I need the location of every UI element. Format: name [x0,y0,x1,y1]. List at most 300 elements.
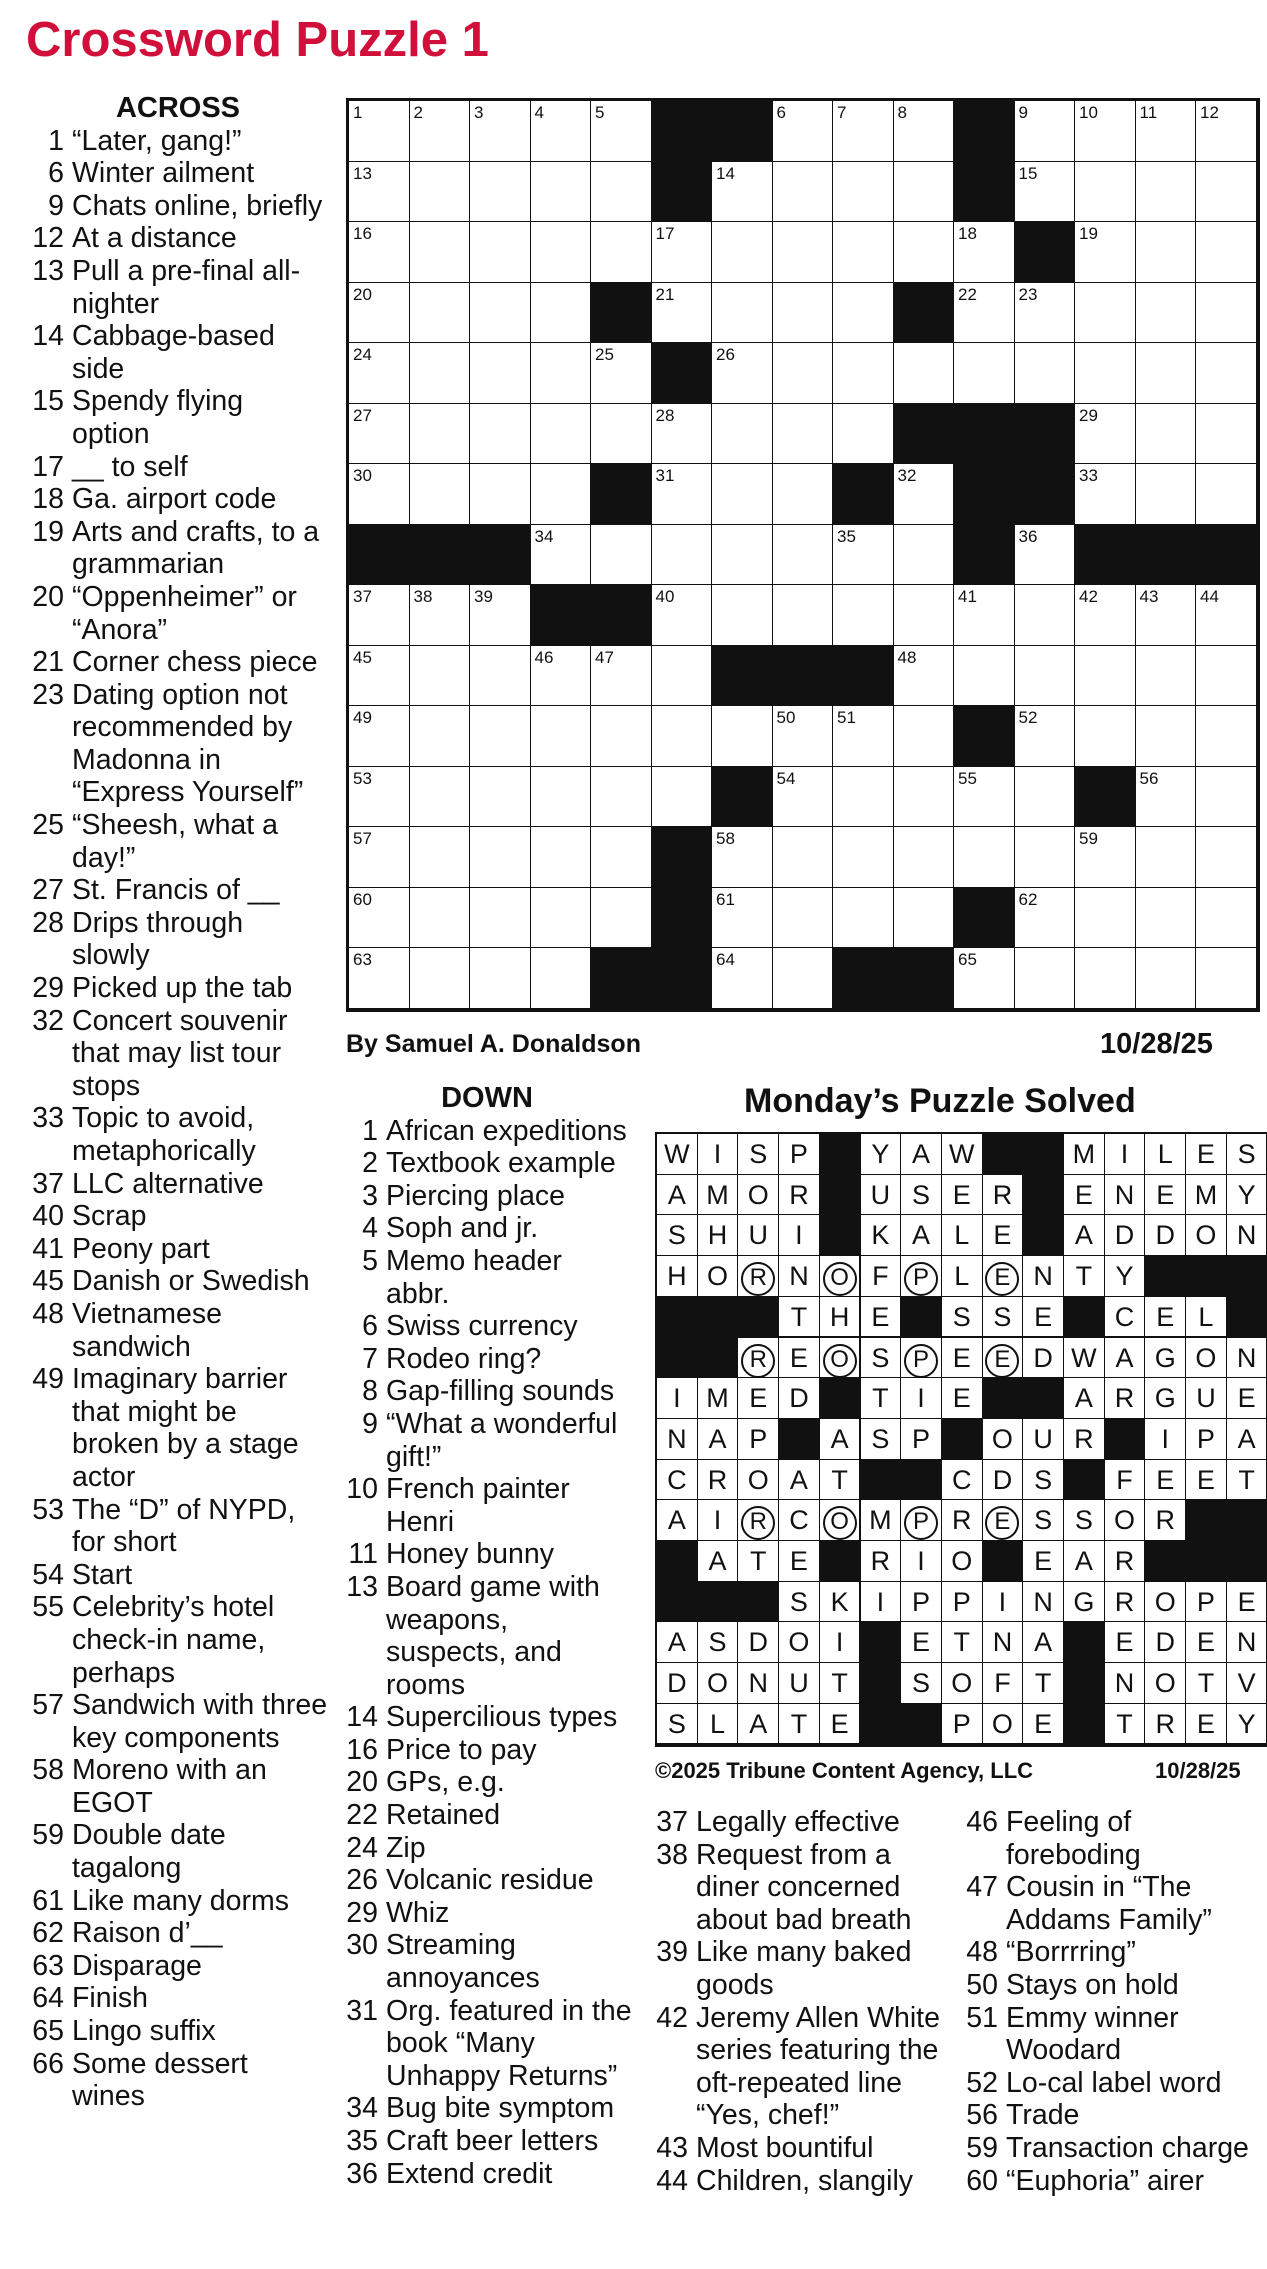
grid-cell[interactable] [591,646,652,707]
solution-letter: L [1157,1139,1173,1169]
solution-block [1023,1378,1064,1419]
grid-cell[interactable] [410,222,471,283]
grid-cell[interactable] [470,162,531,223]
solution-letter: E [1156,1464,1175,1495]
grid-cell[interactable] [652,646,713,707]
solution-letter: N [789,1261,809,1292]
solution-letter: S [871,1342,890,1373]
solution-cell [1023,1419,1064,1460]
grid-cell[interactable] [1015,767,1076,828]
clue-number: 50 [966,1968,998,2001]
solution-block [1227,1500,1267,1541]
grid-cell[interactable] [410,646,471,707]
clue-text: Drips through slowly [72,906,244,972]
clue-number: 9 [362,1407,378,1440]
grid-cell[interactable] [773,827,834,888]
grid-cell[interactable] [410,888,471,949]
grid-cell[interactable] [470,706,531,767]
grid-cell[interactable] [1136,404,1197,465]
grid-cell[interactable] [773,706,834,767]
grid-cell[interactable] [591,827,652,888]
page-title: Crossword Puzzle 1 [26,13,489,67]
down-clue-31 [342,1995,632,2093]
grid-cell[interactable] [531,222,592,283]
grid-cell[interactable] [410,948,471,1009]
grid-cell[interactable] [531,404,592,465]
clue-number: 39 [656,1936,688,1969]
solution-cell [1023,1704,1064,1745]
grid-cell[interactable] [833,343,894,404]
grid-cell[interactable] [833,222,894,283]
grid-cell[interactable] [591,525,652,586]
crossword-grid[interactable] [346,98,1260,1012]
grid-cell[interactable] [470,646,531,707]
grid-cell[interactable] [1075,888,1136,949]
grid-cell[interactable] [1136,948,1197,1009]
grid-cell[interactable] [1196,827,1257,888]
grid-cell[interactable] [833,585,894,646]
grid-cell[interactable] [591,162,652,223]
grid-cell[interactable] [1136,464,1197,525]
grid-cell[interactable] [410,343,471,404]
grid-cell[interactable] [470,222,531,283]
across-clue-28 [28,907,328,972]
solution-letter: I [917,1383,925,1414]
solution-letter: C [789,1505,809,1536]
grid-cell[interactable] [591,706,652,767]
cell-number: 36 [1018,526,1038,546]
grid-cell[interactable] [712,222,773,283]
grid-cell[interactable] [773,162,834,223]
down-clue-16 [342,1734,632,1767]
grid-cell[interactable] [1196,222,1257,283]
grid-cell[interactable] [1075,464,1136,525]
grid-cell[interactable] [1015,525,1076,586]
solution-cell [901,1419,942,1460]
grid-cell[interactable] [349,827,410,888]
solution-letter: E [789,1342,808,1373]
solution-letter: N [1236,1342,1257,1373]
grid-cell[interactable] [652,283,713,344]
grid-cell[interactable] [1015,101,1076,162]
solution-block [861,1622,902,1663]
grid-cell[interactable] [712,585,773,646]
grid-cell[interactable] [833,706,894,767]
grid-cell[interactable] [470,948,531,1009]
clue-text: Zip [386,1831,426,1864]
solution-cell [983,1419,1024,1460]
clue-text: Dating option not recommended by Madonna in “Express Yourself” [72,678,304,809]
grid-cell[interactable] [833,767,894,828]
grid-cell[interactable] [712,162,773,223]
grid-cell[interactable] [773,948,834,1009]
grid-cell[interactable] [1136,706,1197,767]
grid-cell[interactable] [652,222,713,283]
cell-number: 44 [1200,587,1219,606]
grid-cell[interactable] [410,827,471,888]
grid-cell[interactable] [591,343,652,404]
grid-cell[interactable] [833,404,894,465]
grid-cell[interactable] [349,162,410,223]
grid-cell[interactable] [773,464,834,525]
grid-cell[interactable] [531,948,592,1009]
grid-cell[interactable] [712,283,773,344]
grid-cell[interactable] [894,767,955,828]
grid-cell[interactable] [712,948,773,1009]
grid-cell[interactable] [470,827,531,888]
solution-letter: A [667,1179,686,1210]
grid-cell[interactable] [1196,888,1257,949]
solution-cell [1186,1297,1227,1338]
grid-cell[interactable] [652,585,713,646]
grid-cell[interactable] [470,101,531,162]
down-clue-10 [342,1473,632,1538]
grid-cell[interactable] [894,706,955,767]
solution-cell [942,1338,983,1379]
solution-cell [861,1338,902,1379]
grid-cell[interactable] [410,767,471,828]
grid-cell[interactable] [1196,101,1257,162]
solution-cell [942,1134,983,1175]
grid-cell[interactable] [349,101,410,162]
grid-cell[interactable] [773,767,834,828]
grid-cell[interactable] [470,585,531,646]
grid-cell[interactable] [652,464,713,525]
solution-letter: A [912,1220,931,1251]
grid-cell[interactable] [773,585,834,646]
grid-cell[interactable] [591,404,652,465]
grid-cell[interactable] [712,464,773,525]
grid-cell[interactable] [954,827,1015,888]
cell-number: 11 [1139,103,1158,122]
solution-letter: T [749,1546,767,1576]
grid-cell[interactable] [1015,646,1076,707]
solution-block [1105,1419,1146,1460]
grid-cell[interactable] [1136,888,1197,949]
cell-number: 58 [716,829,735,848]
grid-cell[interactable] [894,888,955,949]
grid-cell[interactable] [954,283,1015,344]
grid-cell[interactable] [1196,767,1257,828]
grid-cell[interactable] [1136,283,1197,344]
grid-cell[interactable] [894,827,955,888]
grid-cell[interactable] [1075,646,1136,707]
grid-block [833,646,894,707]
grid-cell[interactable] [1075,827,1136,888]
grid-cell[interactable] [531,101,592,162]
solution-cell [820,1622,861,1663]
grid-cell[interactable] [1015,706,1076,767]
grid-cell[interactable] [470,888,531,949]
grid-cell[interactable] [410,101,471,162]
across-clue-64 [28,1982,328,2015]
grid-cell[interactable] [712,706,773,767]
cell-number: 39 [474,587,493,606]
grid-cell[interactable] [349,283,410,344]
grid-cell[interactable] [833,101,894,162]
grid-cell[interactable] [894,525,955,586]
solution-cell [1227,1460,1267,1501]
grid-cell[interactable] [652,525,713,586]
solution-letter: E [1034,1546,1053,1576]
grid-cell[interactable] [1015,585,1076,646]
solution-cell [657,1704,698,1745]
down-clue-35 [342,2125,632,2158]
grid-cell[interactable] [1015,162,1076,223]
grid-cell[interactable] [712,525,773,586]
grid-cell[interactable] [712,343,773,404]
grid-cell[interactable] [531,525,592,586]
grid-cell[interactable] [470,343,531,404]
grid-cell[interactable] [1136,101,1197,162]
solution-cell [698,1663,739,1704]
grid-cell[interactable] [1136,585,1197,646]
grid-cell[interactable] [1136,343,1197,404]
grid-cell[interactable] [833,162,894,223]
grid-cell[interactable] [470,767,531,828]
solution-letter: A [1074,1220,1093,1251]
grid-cell[interactable] [591,101,652,162]
grid-cell[interactable] [773,525,834,586]
solution-letter: G [1073,1586,1095,1617]
grid-cell[interactable] [1136,827,1197,888]
across-clue-23 [28,679,328,809]
solution-letter: R [992,1179,1013,1210]
grid-cell[interactable] [954,585,1015,646]
grid-cell[interactable] [833,888,894,949]
grid-cell[interactable] [1196,585,1257,646]
cell-number: 18 [958,224,977,243]
solution-cell [698,1215,739,1256]
grid-cell[interactable] [1196,464,1257,525]
cell-number: 46 [534,647,554,667]
grid-cell[interactable] [349,948,410,1009]
grid-cell[interactable] [531,767,592,828]
solution-letter: R [1155,1708,1175,1739]
grid-cell[interactable] [1075,948,1136,1009]
solution-block [1186,1500,1227,1541]
grid-cell[interactable] [1075,343,1136,404]
solution-cell [1145,1378,1186,1419]
solution-letter: E [912,1627,931,1658]
grid-cell[interactable] [1196,948,1257,1009]
clue-text: Whiz [386,1896,450,1929]
clue-text: Start [72,1558,133,1591]
clue-text: Volcanic residue [386,1864,594,1897]
grid-block [1015,464,1076,525]
solution-cell [657,1500,698,1541]
grid-cell[interactable] [349,706,410,767]
grid-block [652,101,713,162]
grid-cell[interactable] [894,646,955,707]
grid-cell[interactable] [410,706,471,767]
grid-cell[interactable] [349,646,410,707]
grid-cell[interactable] [1015,948,1076,1009]
solution-letter: E [985,1506,1019,1540]
grid-cell[interactable] [894,464,955,525]
solution-cell [1227,1215,1267,1256]
grid-block [954,888,1015,949]
solution-cell [901,1215,942,1256]
grid-cell[interactable] [1075,585,1136,646]
grid-cell[interactable] [410,404,471,465]
grid-cell[interactable] [1015,343,1076,404]
grid-cell[interactable] [954,343,1015,404]
grid-cell[interactable] [773,283,834,344]
grid-cell[interactable] [531,827,592,888]
grid-cell[interactable] [1075,222,1136,283]
grid-cell[interactable] [470,283,531,344]
solution-cell [1023,1582,1064,1623]
grid-cell[interactable] [833,283,894,344]
grid-cell[interactable] [652,404,713,465]
solution-letter: R [741,1262,775,1296]
clue-number: 60 [966,2164,998,2197]
clue-number: 56 [966,2099,998,2132]
grid-cell[interactable] [1015,888,1076,949]
grid-cell[interactable] [1196,283,1257,344]
solution-block [820,1134,861,1175]
solution-cell [1186,1338,1227,1379]
grid-cell[interactable] [470,404,531,465]
grid-cell[interactable] [349,404,410,465]
grid-cell[interactable] [470,464,531,525]
solution-cell [983,1175,1024,1216]
clue-text: Soph and jr. [386,1212,539,1245]
grid-cell[interactable] [1075,162,1136,223]
grid-cell[interactable] [1136,162,1197,223]
solution-cell [861,1541,902,1582]
grid-cell[interactable] [894,162,955,223]
grid-cell[interactable] [531,162,592,223]
grid-cell[interactable] [531,706,592,767]
grid-cell[interactable] [591,888,652,949]
grid-block [531,585,592,646]
grid-cell[interactable] [1136,646,1197,707]
solution-letter: W [1071,1342,1097,1373]
grid-cell[interactable] [1075,101,1136,162]
grid-cell[interactable] [712,888,773,949]
solution-letter: N [748,1668,768,1699]
cell-number: 20 [353,284,372,304]
grid-cell[interactable] [833,525,894,586]
grid-cell[interactable] [410,464,471,525]
grid-cell[interactable] [349,888,410,949]
down-clue-60 [962,2165,1262,2198]
grid-cell[interactable] [652,767,713,828]
solution-letter: A [708,1423,727,1454]
across-clue-13 [28,255,328,320]
grid-cell[interactable] [894,222,955,283]
grid-cell[interactable] [773,101,834,162]
grid-cell[interactable] [773,888,834,949]
grid-cell[interactable] [954,767,1015,828]
cell-number: 49 [353,708,372,727]
grid-cell[interactable] [591,222,652,283]
grid-cell[interactable] [1196,343,1257,404]
solution-block [901,1460,942,1501]
grid-cell[interactable] [349,585,410,646]
grid-cell[interactable] [773,222,834,283]
cell-number: 41 [958,587,977,606]
grid-cell[interactable] [531,888,592,949]
solution-letter: S [1074,1505,1093,1536]
solution-cell [942,1256,983,1297]
grid-cell[interactable] [773,404,834,465]
grid-cell[interactable] [894,343,955,404]
grid-cell[interactable] [1015,827,1076,888]
solution-block [657,1297,698,1338]
grid-cell[interactable] [652,706,713,767]
grid-cell[interactable] [773,343,834,404]
cell-number: 8 [897,103,907,122]
grid-cell[interactable] [349,767,410,828]
across-clue-61 [28,1885,328,1918]
clue-number: 13 [32,254,64,287]
grid-cell[interactable] [1136,767,1197,828]
grid-cell[interactable] [410,162,471,223]
solution-cell [1105,1297,1146,1338]
grid-cell[interactable] [531,343,592,404]
solution-letter: L [954,1220,970,1251]
grid-cell[interactable] [1196,646,1257,707]
clue-number: 2 [362,1147,378,1180]
cell-number: 10 [1079,103,1098,122]
solution-block [1023,1134,1064,1175]
clue-number: 35 [346,2125,378,2157]
grid-cell[interactable] [531,464,592,525]
grid-cell[interactable] [712,404,773,465]
clue-number: 17 [32,450,64,483]
grid-cell[interactable] [531,283,592,344]
grid-cell[interactable] [531,646,592,707]
grid-cell[interactable] [954,948,1015,1009]
grid-cell[interactable] [591,767,652,828]
grid-cell[interactable] [349,464,410,525]
grid-cell[interactable] [1196,404,1257,465]
grid-cell[interactable] [1075,283,1136,344]
solution-cell [901,1500,942,1541]
grid-cell[interactable] [1196,706,1257,767]
grid-cell[interactable] [1075,706,1136,767]
solution-cell [657,1419,698,1460]
grid-cell[interactable] [1136,222,1197,283]
grid-cell[interactable] [1075,404,1136,465]
grid-cell[interactable] [954,646,1015,707]
clue-number: 14 [346,1701,378,1734]
solution-block [1145,1256,1186,1297]
grid-cell[interactable] [894,585,955,646]
grid-cell[interactable] [1015,283,1076,344]
solution-letter: I [713,1505,722,1536]
cell-number: 43 [1139,587,1159,606]
grid-cell[interactable] [410,283,471,344]
grid-cell[interactable] [833,827,894,888]
solution-letter: O [788,1627,810,1658]
cell-number: 3 [474,103,484,122]
grid-cell[interactable] [349,343,410,404]
grid-cell[interactable] [712,827,773,888]
grid-cell[interactable] [894,101,955,162]
solution-cell [738,1622,779,1663]
grid-cell[interactable] [349,222,410,283]
solution-cell [779,1704,820,1745]
grid-cell[interactable] [954,222,1015,283]
cell-number: 29 [1079,405,1098,425]
grid-cell[interactable] [1196,162,1257,223]
grid-cell[interactable] [410,585,471,646]
cell-number: 22 [958,284,977,304]
